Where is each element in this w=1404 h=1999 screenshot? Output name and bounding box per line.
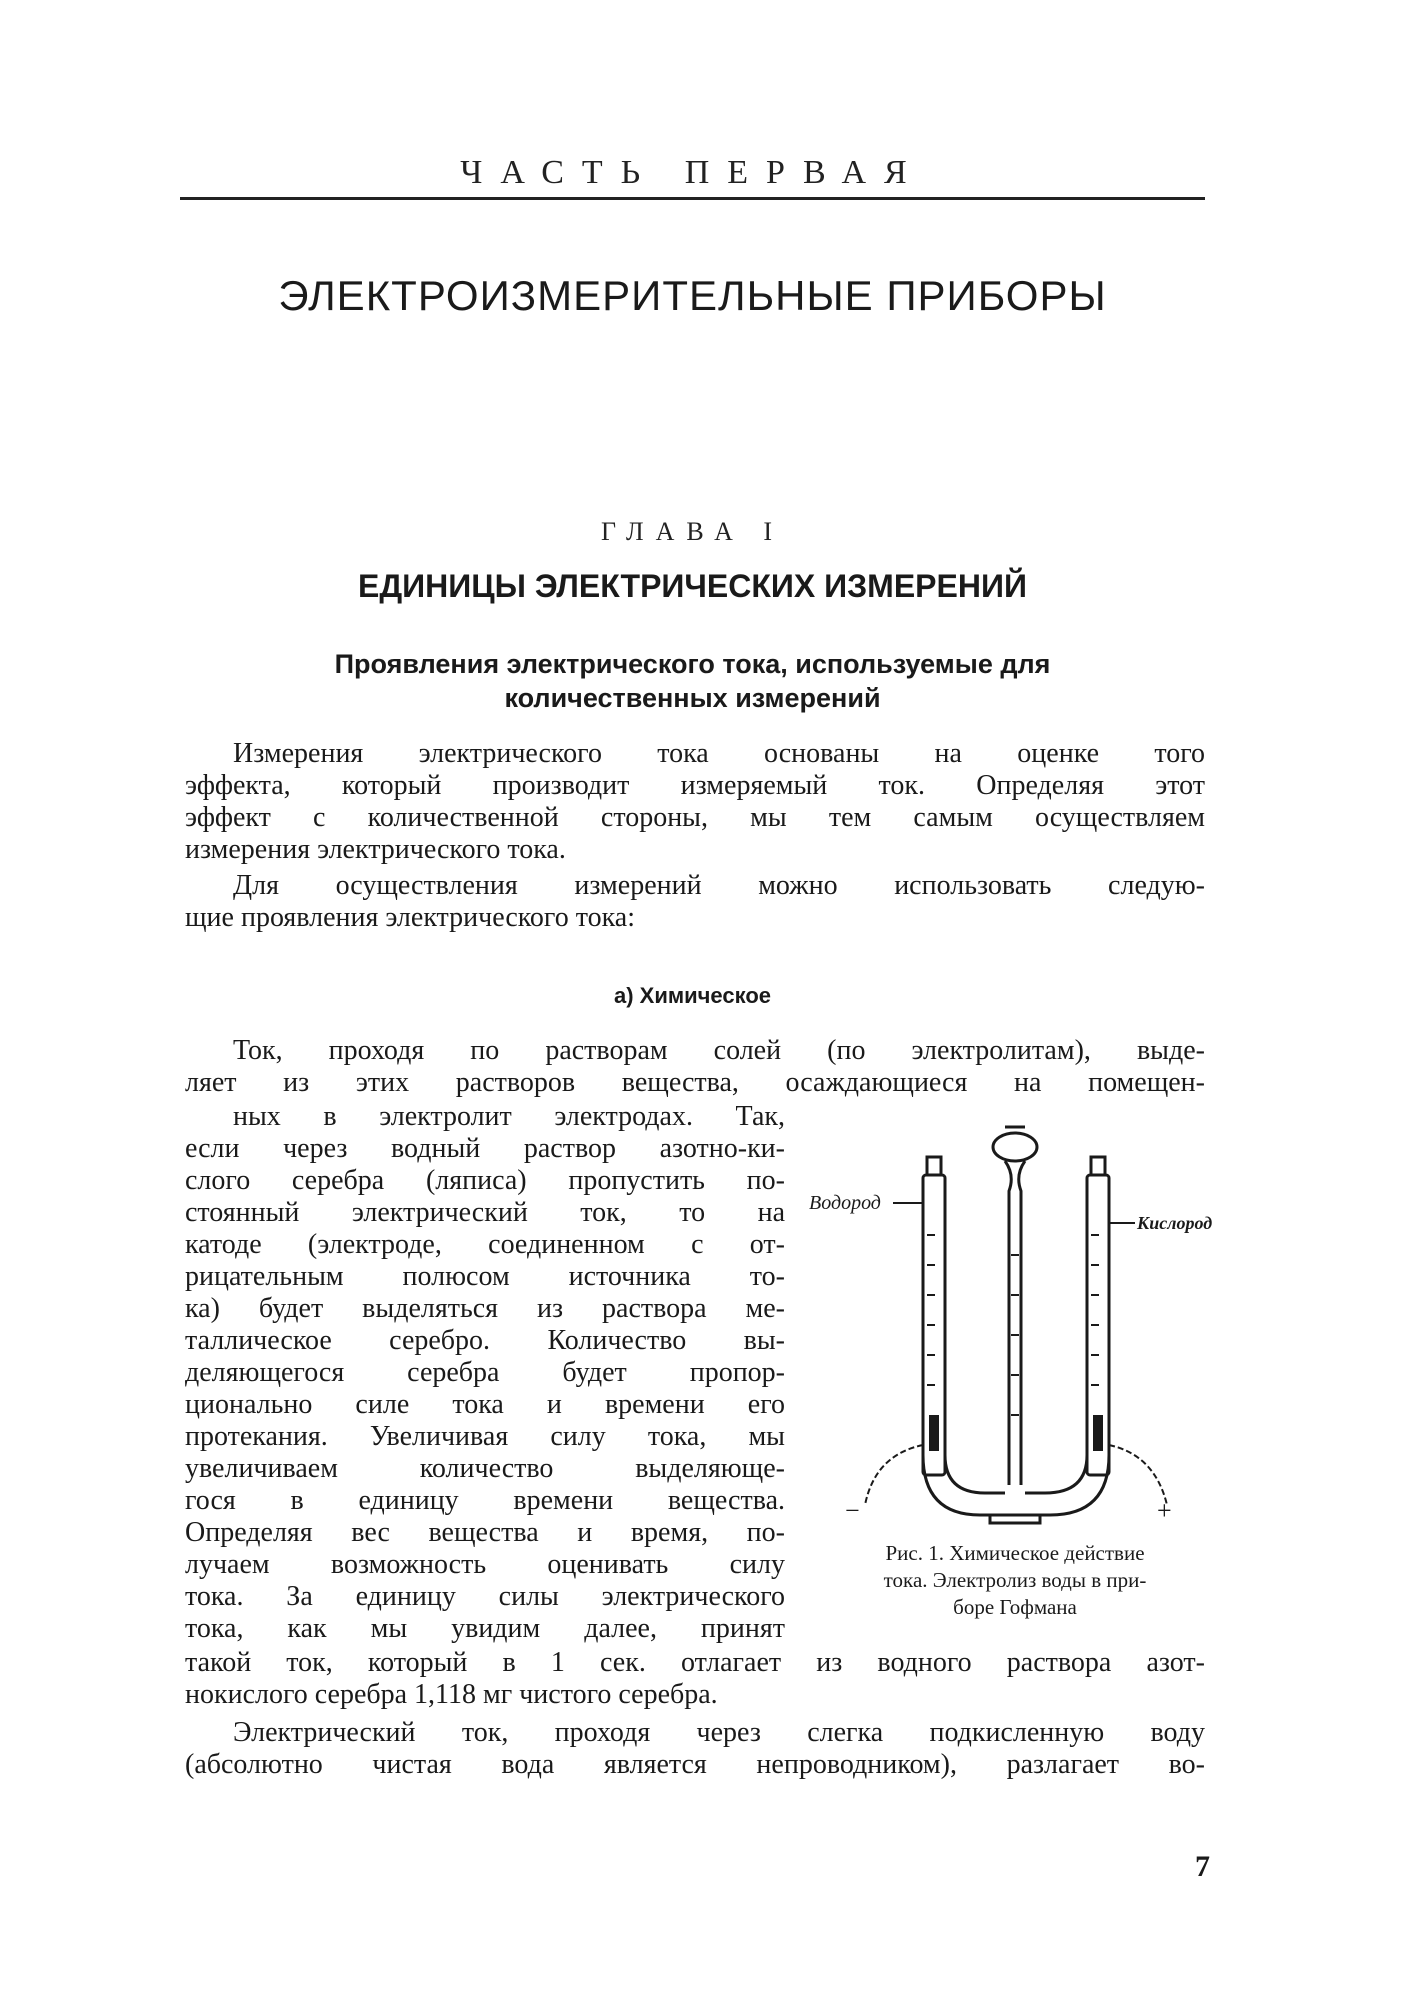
text-line: нокислого серебра 1,118 мг чистого серебра.	[185, 1679, 718, 1710]
text-line: Для осуществления измерений можно использовать следую-	[233, 870, 1205, 901]
section-title-line: Проявления электрического тока, используемые для	[334, 649, 1051, 679]
section-title-line: количественных измерений	[504, 683, 881, 713]
hydrogen-label: Водород	[809, 1192, 881, 1214]
oxygen-label: Кислород	[1137, 1213, 1213, 1233]
text-line: таллическое серебро. Количество вы-	[185, 1325, 785, 1356]
text-line: эффекта, который производит измеряемый ток. Определяя этот	[185, 770, 1205, 801]
part-title: ЧАСТЬ ПЕРВАЯ	[460, 154, 925, 191]
text-line: тока, как мы увидим далее, принят	[185, 1613, 785, 1644]
text-line: катоде (электроде, соединенном с от-	[185, 1229, 785, 1260]
text-line: ляет из этих растворов вещества, осаждающиеся на помещен-	[185, 1067, 1205, 1098]
text-line: Определяя вес вещества и время, по-	[185, 1517, 785, 1548]
chapter-title: ЕДИНИЦЫ ЭЛЕКТРИЧЕСКИХ ИЗМЕРЕНИЙ	[358, 568, 1027, 604]
minus-terminal-label: −	[845, 1496, 860, 1525]
text-line: Электрический ток, проходя через слегка подкисленную воду	[233, 1717, 1205, 1748]
hofmann-apparatus-figure	[805, 1115, 1225, 1535]
subsection-title: а) Химическое	[613, 983, 772, 1008]
text-line: ка) будет выделяться из раствора ме-	[185, 1293, 785, 1324]
part-title-rule	[180, 197, 1205, 200]
figure-caption-line: Рис. 1. Химическое действие	[885, 1541, 1145, 1565]
text-line: ционально силе тока и времени его	[185, 1389, 785, 1420]
figure-caption-line: боре Гофмана	[953, 1595, 1077, 1619]
text-line: Измерения электрического тока основаны на оценке того	[233, 738, 1205, 769]
main-title: ЭЛЕКТРОИЗМЕРИТЕЛЬНЫЕ ПРИБОРЫ	[278, 272, 1107, 319]
text-line: измерения электрического тока.	[185, 834, 566, 865]
text-line: протекания. Увеличивая силу тока, мы	[185, 1421, 785, 1452]
text-line: Ток, проходя по растворам солей (по электролитам), выде-	[233, 1035, 1205, 1066]
text-line: слого серебра (ляписа) пропустить по-	[185, 1165, 785, 1196]
text-line: если через водный раствор азотно-ки-	[185, 1133, 785, 1164]
text-line: рицательным полюсом источника то-	[185, 1261, 785, 1292]
text-line: такой ток, который в 1 сек. отлагает из водного раствора азот-	[185, 1647, 1205, 1678]
text-line: (абсолютно чистая вода является непроводником), разлагает во-	[185, 1749, 1205, 1780]
plus-terminal-label: +	[1157, 1496, 1172, 1525]
text-line: гося в единицу времени вещества.	[185, 1485, 785, 1516]
chapter-label: ГЛАВА I	[600, 517, 785, 546]
page-number: 7	[1195, 1850, 1210, 1883]
text-line: увеличиваем количество выделяюще-	[185, 1453, 785, 1484]
text-line: лучаем возможность оценивать силу	[185, 1549, 785, 1580]
text-line: тока. За единицу силы электрического	[185, 1581, 785, 1612]
text-line: деляющегося серебра будет пропор-	[185, 1357, 785, 1388]
text-line: щие проявления электрического тока:	[185, 902, 635, 933]
text-line: стоянный электрический ток, то на	[185, 1197, 785, 1228]
section-title	[180, 647, 1205, 715]
figure-caption	[805, 1540, 1225, 1621]
text-line: эффект с количественной стороны, мы тем самым осуществляем	[185, 802, 1205, 833]
figure-caption-line: тока. Электролиз воды в при-	[883, 1568, 1147, 1592]
text-line: ных в электролит электродах. Так,	[233, 1101, 785, 1132]
